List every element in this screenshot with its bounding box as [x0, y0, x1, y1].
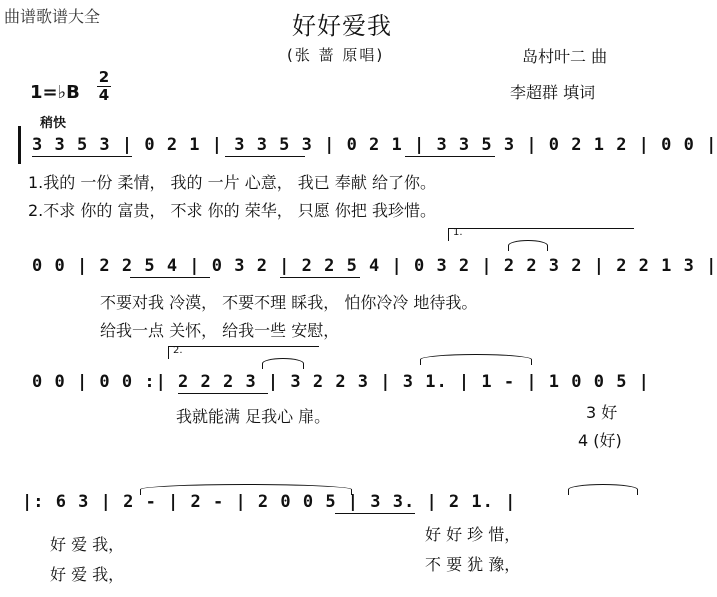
lyrics-row-1-verse-1: 1.我的 一份 柔情， 我的 一片 心意， 我已 奉献 给了你。	[28, 173, 436, 192]
tempo-marking: 稍快	[40, 116, 67, 131]
lyrics-row-4-verse-2: 好 爱 我，	[50, 565, 125, 584]
song-title: 好好爱我	[292, 12, 392, 40]
lyrics-row-4-verse-1b: 好 好 珍 惜，	[425, 525, 521, 544]
lyrics-row-2-verse-1: 不要对我 冷漠， 不要不理 睬我， 怕你冷冷 地待我。	[100, 293, 478, 312]
beam-line	[32, 156, 132, 157]
meter-bottom: 4	[98, 86, 110, 104]
lyrics-row-4-verse-1: 好 爱 我，	[50, 535, 125, 554]
lyrics-row-3-verse-4: 4 (好)	[578, 431, 622, 450]
beam-line	[335, 513, 415, 514]
beam-line	[178, 393, 268, 394]
meter-top: 2	[98, 68, 110, 86]
notation-row-4: |: 6 3 | 2 - | 2 - | 2 0 0 5 | 3 3. | 2 1. |	[22, 492, 517, 512]
tie-arc	[568, 484, 638, 495]
notation-row-2: 0 0 | 2 2 5 4 | 0 3 2 | 2 2 5 4 | 0 3 2 | 2 2 3 2 | 2 2 1 3 |	[32, 256, 717, 276]
notation-row-1: 3 3 5 3 | 0 2 1 | 3 3 5 3 | 0 2 1 | 3 3 5 3 | 0 2 1 2 | 0 0 |	[32, 135, 717, 155]
repeat-start-barline	[18, 126, 21, 164]
lyrics-row-4-verse-2b: 不 要 犹 豫，	[425, 555, 521, 574]
lyrics-row-3-verse-3: 3 好	[586, 403, 618, 422]
tie-arc	[508, 240, 548, 251]
watermark: 曲谱歌谱大全	[4, 7, 101, 26]
composer-credit: 岛村叶二 曲	[522, 47, 608, 66]
beam-line	[280, 277, 360, 278]
key-signature: 1=♭B	[30, 82, 80, 103]
volta-second-ending	[168, 346, 319, 359]
notation-row-3: 0 0 | 0 0 :| 2 2 2 3 | 3 2 2 3 | 3 1. | 1 - | 1 0 0 5 |	[32, 372, 650, 392]
tie-arc	[262, 358, 304, 369]
song-subtitle: (张 蔷 原唱)	[287, 46, 385, 64]
volta-label: 1.	[453, 227, 463, 238]
lyricist-credit: 李超群 填词	[510, 83, 596, 102]
lyrics-row-2-verse-2: 给我一点 关怀， 给我一些 安慰，	[100, 321, 340, 340]
lyrics-row-1-verse-2: 2.不求 你的 富贵， 不求 你的 荣华， 只愿 你把 我珍惜。	[28, 201, 436, 220]
beam-line	[405, 156, 495, 157]
lyrics-row-3-verse-1: 我就能满 足我心 扉。	[176, 407, 331, 426]
beam-line	[225, 156, 305, 157]
volta-label: 2.	[173, 345, 183, 356]
time-signature	[97, 69, 111, 104]
volta-first-ending	[448, 228, 634, 241]
beam-line	[130, 277, 210, 278]
tie-arc	[420, 354, 532, 365]
